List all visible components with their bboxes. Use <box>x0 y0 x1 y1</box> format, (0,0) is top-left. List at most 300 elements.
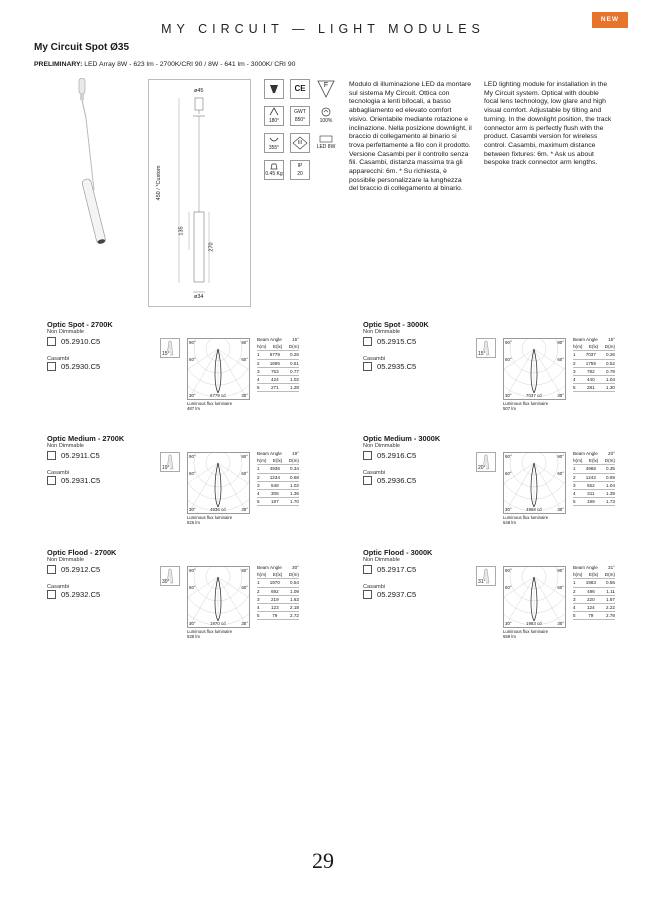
weight-label: 0.45 Kg <box>265 171 283 177</box>
row-lux: 7037 <box>585 352 596 358</box>
product-code: 05.2911.C5 <box>61 451 100 460</box>
angle-30-left: 30° <box>505 393 512 398</box>
optic-title: Optic Flood - 3000K <box>363 548 433 557</box>
beam-angle-label: Beam Angle <box>573 337 598 342</box>
dimmer-percent: 100% <box>319 118 333 124</box>
col-d: D(m) <box>288 344 299 350</box>
luminous-flux-value: 487 lm <box>187 406 200 411</box>
order-checkbox[interactable] <box>47 451 56 460</box>
beam-angle-label: Beam Angle <box>573 565 598 570</box>
row-lux: 692 <box>270 588 279 594</box>
angle-30-right: 30° <box>557 507 564 512</box>
row-h: 4 <box>573 377 576 383</box>
row-lux: 4936 <box>269 466 280 472</box>
beam-angle-row <box>257 564 299 571</box>
polar-diagram-shape <box>504 339 565 399</box>
row-diameter: 1.39 <box>606 491 615 497</box>
beam-angle-value: 20° <box>608 451 615 456</box>
row-h: 3 <box>257 596 260 602</box>
angle-60-left: 60° <box>505 585 512 590</box>
dim-bottom: ø34 <box>194 294 204 300</box>
order-checkbox[interactable] <box>363 451 372 460</box>
angle-60-right: 60° <box>557 471 564 476</box>
row-h: 4 <box>257 377 260 383</box>
non-dimmable-label: Non Dimmable <box>363 443 400 449</box>
row-h: 1 <box>257 580 260 586</box>
technical-drawing <box>148 79 251 307</box>
photometric-table <box>573 564 615 620</box>
luminous-flux-value: 559 lm <box>503 634 516 639</box>
row-diameter: 0.56 <box>606 580 615 586</box>
row-diameter: 1.30 <box>606 385 615 391</box>
polar-diagram <box>503 452 566 514</box>
description-italian: Modulo di illuminazione LED da montare sul sistema My Circuit. Ottica con tecnologia a lenti bifocali, a basso abbagliamento ed elevato comfort visivo. Orientabile mediante rotazione e inclinazione. Nella posizione downlight, il braccio di collegamento al binario si trova perfettamente a filo con il prodotto. Versione Casambi per il controllo senza fili. Casambi, distanza massima tra gli apparecchi: 6m. * Su richiesta, è possibile personalizzare la lunghezza del braccio di collegamento al binario. <box>349 81 472 193</box>
row-h: 2 <box>257 360 260 366</box>
polar-diagram <box>187 566 250 628</box>
angle-90-left: 90° <box>505 340 512 345</box>
row-h: 4 <box>573 605 576 611</box>
optic-block <box>363 320 646 430</box>
row-h: 2 <box>573 588 576 594</box>
rotation-355-icon <box>264 133 284 153</box>
row-lux: 271 <box>270 385 279 391</box>
row-h: 4 <box>257 605 260 611</box>
luminous-flux-value: 548 lm <box>503 520 516 525</box>
optic-block <box>363 548 646 658</box>
row-lux: 753 <box>270 368 279 374</box>
beam-angle-value: 15° <box>292 337 299 342</box>
angle-90-right: 90° <box>557 340 564 345</box>
new-badge: NEW <box>592 12 628 28</box>
beam-icon-box <box>476 566 496 586</box>
row-h: 3 <box>257 482 260 488</box>
col-e: E(lx) <box>588 458 599 464</box>
table-header <box>573 457 615 465</box>
f-mark-label: F <box>323 82 329 89</box>
luminous-flux <box>503 401 548 411</box>
photometric-row <box>573 482 615 490</box>
row-lux: 199 <box>586 499 595 505</box>
row-diameter: 1.73 <box>606 499 615 505</box>
angle-30-right: 30° <box>241 621 248 626</box>
luminous-flux <box>503 515 548 525</box>
angle-60-right: 60° <box>241 471 248 476</box>
row-diameter: 1.02 <box>290 377 299 383</box>
row-lux: 281 <box>586 385 595 391</box>
beam-angle-label: Beam Angle <box>257 337 282 342</box>
beam-icon-label: 19° <box>162 465 170 471</box>
row-diameter: 1.28 <box>290 385 299 391</box>
col-h: h(m) <box>257 458 267 464</box>
casambi-code: 05.2930.C5 <box>61 362 101 371</box>
optic-block <box>47 548 347 658</box>
row-lux: 124 <box>586 605 595 611</box>
row-diameter: 0.68 <box>290 474 299 480</box>
row-lux: 1242 <box>585 474 596 480</box>
product-code: 05.2915.C5 <box>377 337 417 346</box>
beam-icon-label: 31° <box>478 579 486 585</box>
beam-icon-label: 20° <box>478 465 486 471</box>
order-checkbox[interactable] <box>47 565 56 574</box>
optic-title: Optic Flood - 2700K <box>47 548 117 557</box>
gwt-value: 850° <box>294 117 306 123</box>
casambi-code: 05.2936.C5 <box>377 476 417 485</box>
luminous-flux-label: Luminous flux luminaire <box>187 401 233 406</box>
polar-diagram-shape <box>188 339 249 399</box>
optic-title: Optic Medium - 2700K <box>47 434 125 443</box>
angle-30-left: 30° <box>505 621 512 626</box>
order-checkbox[interactable] <box>47 337 56 346</box>
row-lux: 1695 <box>269 360 280 366</box>
casambi-code: 05.2937.C5 <box>377 590 417 599</box>
col-e: E(lx) <box>588 344 599 350</box>
row-lux: 4968 <box>585 466 596 472</box>
row-lux: 1983 <box>585 580 596 586</box>
dim-height: 450 / *Custom <box>156 165 162 201</box>
col-e: E(lx) <box>272 344 283 350</box>
row-lux: 308 <box>270 491 279 497</box>
row-h: 1 <box>573 580 576 586</box>
angle-90-left: 90° <box>505 454 512 459</box>
rotation-355-label: 355° <box>268 145 280 151</box>
order-checkbox[interactable] <box>363 565 372 574</box>
row-h: 5 <box>573 385 576 391</box>
led-label: LED 8W <box>316 144 336 150</box>
casambi-label: Casambi <box>47 584 70 590</box>
row-h: 4 <box>573 491 576 497</box>
casambi-code: 05.2932.C5 <box>61 590 101 599</box>
dimmer-icon <box>316 106 336 126</box>
row-h: 5 <box>257 385 260 391</box>
angle-60-right: 60° <box>241 585 248 590</box>
row-lux: 548 <box>270 482 279 488</box>
product-code: 05.2917.C5 <box>377 565 417 574</box>
row-h: 5 <box>573 499 576 505</box>
photometric-row <box>257 360 299 368</box>
luminous-flux <box>187 629 232 639</box>
col-d: D(m) <box>604 572 615 578</box>
product-title: My Circuit Spot Ø35 <box>34 42 130 53</box>
row-diameter: 0.77 <box>290 368 299 374</box>
col-e: E(lx) <box>272 572 283 578</box>
photometric-table <box>573 450 615 506</box>
angle-90-left: 90° <box>189 454 196 459</box>
angle-90-right: 90° <box>557 568 564 573</box>
beam-angle-row <box>573 564 615 571</box>
angle-90-right: 90° <box>241 568 248 573</box>
gwt-label: GWT <box>294 109 306 115</box>
angle-30-left: 30° <box>189 621 196 626</box>
col-h: h(m) <box>257 572 267 578</box>
row-h: 5 <box>257 613 260 619</box>
row-diameter: 0.26 <box>290 352 299 358</box>
angle-90-right: 90° <box>557 454 564 459</box>
row-diameter: 1.04 <box>606 482 615 488</box>
table-header <box>257 343 299 351</box>
row-lux: 6779 <box>269 352 280 358</box>
row-diameter: 2.18 <box>290 605 299 611</box>
row-h: 2 <box>573 474 576 480</box>
casambi-label: Casambi <box>363 584 386 590</box>
row-h: 1 <box>573 466 576 472</box>
rotation-180-icon <box>264 106 284 126</box>
preliminary-line <box>34 61 295 68</box>
col-h: h(m) <box>257 344 267 350</box>
preliminary-label: PRELIMINARY: <box>34 61 83 68</box>
photometric-row <box>257 579 299 587</box>
peak-intensity: 1970 cd <box>210 621 226 626</box>
row-lux: 440 <box>586 377 595 383</box>
photometric-table <box>257 564 299 620</box>
beam-angle-label: Beam Angle <box>573 451 598 456</box>
photometric-row <box>257 368 299 376</box>
polar-diagram-shape <box>188 453 249 513</box>
row-diameter: 0.35 <box>606 466 615 472</box>
peak-intensity: 4968 cd <box>526 507 542 512</box>
row-h: 2 <box>257 474 260 480</box>
row-diameter: 1.04 <box>606 377 615 383</box>
order-checkbox[interactable] <box>363 362 372 371</box>
downlight-icon <box>264 79 284 99</box>
photometric-row <box>257 490 299 498</box>
order-checkbox[interactable] <box>363 337 372 346</box>
luminous-flux <box>503 629 548 639</box>
photometric-row <box>573 351 615 359</box>
order-checkbox[interactable] <box>363 476 372 485</box>
row-diameter: 1.09 <box>290 588 299 594</box>
non-dimmable-label: Non Dimmable <box>47 443 84 449</box>
optic-title: Optic Spot - 3000K <box>363 320 429 329</box>
row-lux: 79 <box>272 613 278 619</box>
angle-60-right: 60° <box>241 357 248 362</box>
photometric-row <box>573 376 615 384</box>
row-h: 3 <box>257 368 260 374</box>
row-lux: 782 <box>586 368 595 374</box>
angle-60-left: 60° <box>505 471 512 476</box>
header-title: MY CIRCUIT — LIGHT MODULES <box>161 22 485 36</box>
technical-drawing-lines <box>149 80 250 306</box>
row-diameter: 2.22 <box>606 605 615 611</box>
ip-label: IP <box>297 163 303 169</box>
beam-angle-label: Beam Angle <box>257 565 282 570</box>
row-h: 2 <box>573 360 576 366</box>
row-lux: 1970 <box>269 580 280 586</box>
row-lux: 219 <box>270 596 279 602</box>
order-checkbox[interactable] <box>47 476 56 485</box>
product-photo <box>66 78 114 248</box>
photometric-row <box>573 368 615 376</box>
table-header <box>257 571 299 579</box>
photometric-row <box>257 596 299 604</box>
non-dimmable-label: Non Dimmable <box>363 557 400 563</box>
row-diameter: 0.34 <box>290 466 299 472</box>
casambi-label: Casambi <box>47 470 70 476</box>
row-lux: 496 <box>587 588 595 594</box>
photometric-row <box>573 588 615 596</box>
photometric-row <box>257 376 299 384</box>
dim-135: 135 <box>178 226 185 236</box>
table-header <box>257 457 299 465</box>
row-diameter: 2.78 <box>606 613 615 619</box>
ce-mark-icon: CE <box>290 79 310 99</box>
casambi-code: 05.2931.C5 <box>61 476 101 485</box>
beam-angle-row <box>573 336 615 343</box>
photometric-row <box>573 360 615 368</box>
row-h: 4 <box>257 491 260 497</box>
casambi-code: 05.2935.C5 <box>377 362 417 371</box>
row-h: 2 <box>257 588 260 594</box>
luminous-flux-label: Luminous flux luminaire <box>503 515 549 520</box>
angle-30-left: 30° <box>189 393 196 398</box>
row-diameter: 0.78 <box>606 368 615 374</box>
optic-block <box>47 434 347 544</box>
page-number: 29 <box>312 848 334 873</box>
class-iii-icon <box>290 133 310 153</box>
col-h: h(m) <box>573 458 583 464</box>
photometric-row <box>573 604 615 612</box>
polar-diagram <box>503 338 566 400</box>
preliminary-text: LED Array 8W - 623 lm - 2700K/CRI 90 / 8W - 641 lm - 3000K/ CRI 90 <box>82 61 296 68</box>
gwt-box <box>290 106 310 126</box>
description-english: LED lighting module for installation in the My Circuit system. Optical with double focal lens technology, low glare and high visual comfort. Adjustable by tilting and turning. In the downlight position, the track connector arm is perfectly flush with the product. Casambi version for wireless control. Casambi, maximum distance between fixtures: 6m. * Ask us about bespoke track connector arm lengths. <box>484 81 612 167</box>
beam-angle-row <box>257 450 299 457</box>
row-h: 5 <box>573 613 576 619</box>
optic-block <box>47 320 347 430</box>
row-h: 1 <box>257 352 260 358</box>
luminous-flux-label: Luminous flux luminaire <box>503 629 549 634</box>
photometric-row <box>257 498 299 506</box>
beam-icon-box <box>160 338 180 358</box>
order-checkbox[interactable] <box>363 590 372 599</box>
photometric-row <box>573 465 615 473</box>
angle-60-right: 60° <box>557 357 564 362</box>
beam-icon-label: 15° <box>478 351 486 357</box>
row-diameter: 1.36 <box>290 491 299 497</box>
led-icon <box>316 133 336 153</box>
luminous-flux-value: 525 lm <box>187 520 200 525</box>
row-lux: 197 <box>270 499 279 505</box>
photometric-row <box>257 351 299 359</box>
row-diameter: 1.67 <box>606 596 615 602</box>
beam-icon-label: 15° <box>162 351 170 357</box>
peak-intensity: 4936 cd <box>210 507 226 512</box>
luminous-flux <box>187 515 232 525</box>
casambi-label: Casambi <box>47 356 70 362</box>
non-dimmable-label: Non Dimmable <box>47 557 84 563</box>
luminous-flux-value: 538 lm <box>187 634 200 639</box>
photometric-row <box>257 588 299 596</box>
polar-diagram <box>187 452 250 514</box>
product-code: 05.2912.C5 <box>61 565 101 574</box>
photometric-row <box>257 604 299 612</box>
row-lux: 1234 <box>269 474 280 480</box>
table-header <box>573 571 615 579</box>
order-checkbox[interactable] <box>47 590 56 599</box>
row-lux: 79 <box>588 613 594 619</box>
rotation-180-label: 180° <box>268 118 280 124</box>
ip-rating-box <box>290 160 310 180</box>
row-lux: 220 <box>586 596 595 602</box>
photometric-row <box>573 596 615 604</box>
beam-angle-row <box>573 450 615 457</box>
photometric-table <box>257 450 299 506</box>
row-diameter: 0.52 <box>606 360 615 366</box>
col-e: E(lx) <box>588 572 599 578</box>
photometric-row <box>573 474 615 482</box>
row-diameter: 0.69 <box>606 474 615 480</box>
luminous-flux <box>187 401 232 411</box>
photometric-row <box>257 612 299 620</box>
ip-value: 20 <box>297 171 303 177</box>
row-diameter: 0.54 <box>290 580 299 586</box>
dim-270: 270 <box>208 242 215 252</box>
row-lux: 311 <box>587 491 595 497</box>
row-h: 3 <box>573 482 576 488</box>
luminous-flux-label: Luminous flux luminaire <box>187 515 233 520</box>
row-diameter: 0.51 <box>290 360 299 366</box>
polar-diagram-shape <box>188 567 249 627</box>
optic-title: Optic Medium - 3000K <box>363 434 441 443</box>
angle-90-right: 90° <box>241 454 248 459</box>
row-lux: 123 <box>270 605 279 611</box>
photometric-row <box>573 498 615 506</box>
col-h: h(m) <box>573 572 583 578</box>
angle-90-left: 90° <box>189 340 196 345</box>
row-diameter: 1.02 <box>290 482 299 488</box>
row-h: 1 <box>257 466 260 472</box>
row-lux: 424 <box>270 377 279 383</box>
angle-60-left: 60° <box>189 357 196 362</box>
polar-diagram <box>503 566 566 628</box>
beam-angle-value: 15° <box>608 337 615 342</box>
beam-angle-label: Beam Angle <box>257 451 282 456</box>
angle-90-left: 90° <box>189 568 196 573</box>
non-dimmable-label: Non Dimmable <box>363 329 400 335</box>
beam-angle-value: 31° <box>608 565 615 570</box>
product-code: 05.2916.C5 <box>377 451 417 460</box>
beam-icon-box <box>476 452 496 472</box>
order-checkbox[interactable] <box>47 362 56 371</box>
row-lux: 552 <box>586 482 595 488</box>
photometric-row <box>573 612 615 620</box>
non-dimmable-label: Non Dimmable <box>47 329 84 335</box>
luminous-flux-label: Luminous flux luminaire <box>187 629 233 634</box>
row-diameter: 0.26 <box>606 352 615 358</box>
col-d: D(m) <box>288 572 299 578</box>
angle-60-left: 60° <box>505 357 512 362</box>
photometric-row <box>573 490 615 498</box>
photometric-row <box>257 474 299 482</box>
f-mark-icon <box>316 79 336 99</box>
photometric-row <box>257 482 299 490</box>
row-h: 1 <box>573 352 576 358</box>
beam-icon-label: 30° <box>162 579 170 585</box>
polar-diagram <box>187 338 250 400</box>
class-iii-label: III <box>297 140 303 146</box>
beam-icon-box <box>160 566 180 586</box>
angle-30-right: 30° <box>241 507 248 512</box>
polar-diagram-shape <box>504 453 565 513</box>
col-d: D(m) <box>604 344 615 350</box>
optic-block <box>363 434 646 544</box>
peak-intensity: 7037 cd <box>526 393 542 398</box>
beam-icon-box <box>476 338 496 358</box>
angle-30-right: 30° <box>557 621 564 626</box>
beam-icon-box <box>160 452 180 472</box>
table-header <box>573 343 615 351</box>
casambi-label: Casambi <box>363 470 386 476</box>
angle-90-left: 90° <box>505 568 512 573</box>
